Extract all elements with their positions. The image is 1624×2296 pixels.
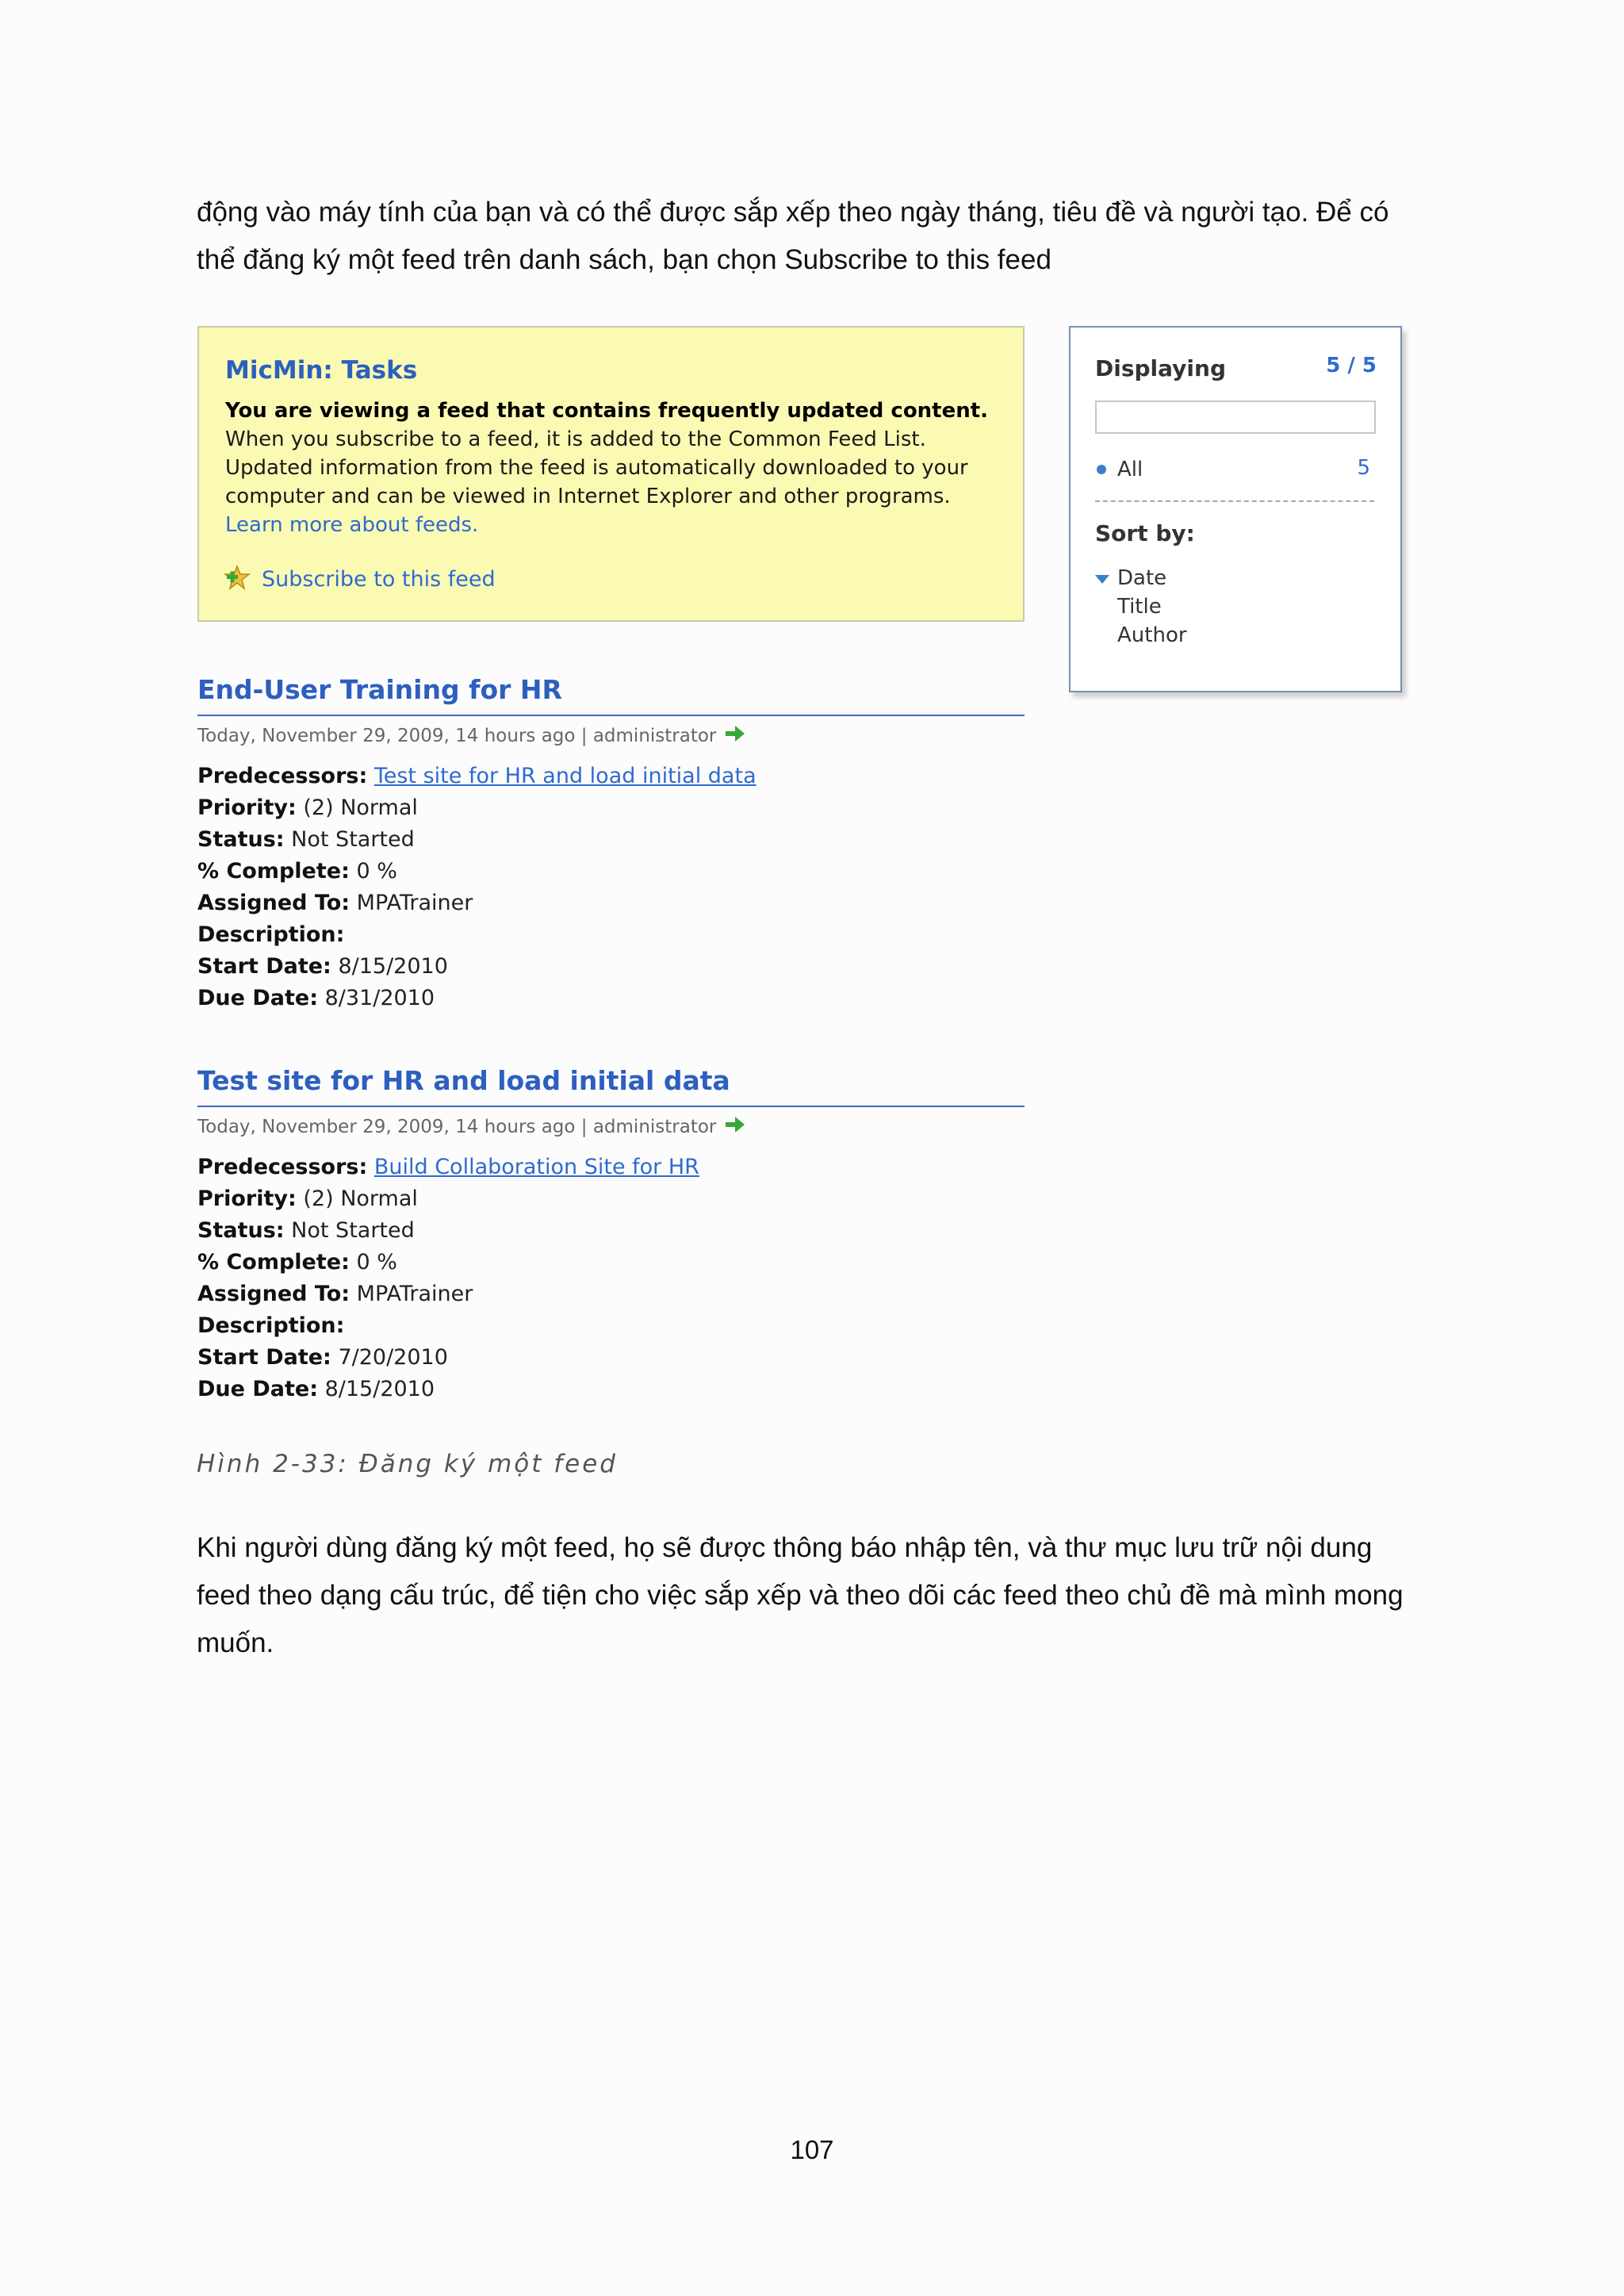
feed-item-title[interactable]: Test site for HR and load initial data [197, 1065, 730, 1096]
field-row [197, 919, 756, 951]
bullet-icon [1097, 465, 1106, 474]
arrow-right-icon[interactable] [724, 1114, 746, 1140]
figure-caption: Hình 2-33: Đăng ký một feed [197, 1450, 618, 1478]
field-row [197, 761, 756, 792]
field-row [197, 951, 756, 983]
field-label: Status: [197, 1218, 285, 1243]
outro-paragraph: Khi người dùng đăng ký một feed, họ sẽ được thông báo nhập tên, và thư mục lưu trữ nội dung feed theo dạng cấu trúc, để tiện cho việc sắp xếp và theo dõi các feed theo chủ đề mà mình mong muốn. [197, 1532, 1404, 1658]
field-label: Description: [197, 922, 345, 947]
intro-paragraph: động vào máy tính của bạn và có thể được sắp xếp theo ngày tháng, tiêu đề và người tạo. Để có thể đăng ký một feed trên danh sách, bạn chọn Subscribe to this feed [197, 197, 1389, 275]
predecessor-link[interactable]: Build Collaboration Site for HR [373, 1155, 699, 1179]
predecessor-link[interactable]: Test site for HR and load initial data [373, 764, 756, 788]
field-value: Not Started [291, 1218, 415, 1243]
item-divider [197, 715, 1025, 716]
sort-by-label: Sort by: [1095, 520, 1195, 546]
feed-item-fields [197, 1152, 699, 1405]
category-all-count: 5 [1357, 456, 1370, 480]
field-row [197, 1215, 699, 1247]
subscribe-feed-label: Subscribe to this feed [262, 566, 496, 592]
feed-notice-body: When you subscribe to a feed, it is added to the Common Feed List. Updated information from the feed is automatically downloaded to your computer and can be viewed in Internet Explorer and other programs. [225, 427, 968, 508]
field-label: Start Date: [197, 1345, 331, 1370]
field-label: Assigned To: [197, 1282, 350, 1306]
arrow-right-icon[interactable] [724, 723, 746, 749]
displaying-label: Displaying [1095, 355, 1227, 381]
field-label: Predecessors: [197, 1155, 368, 1179]
field-value: 0 % [356, 1250, 397, 1274]
field-row [197, 1247, 699, 1278]
field-row [197, 1278, 699, 1310]
feed-item-title[interactable]: End-User Training for HR [197, 674, 562, 705]
feed-item-meta [197, 1114, 746, 1140]
field-row [197, 1152, 699, 1183]
feed-item-meta-text: Today, November 29, 2009, 14 hours ago | administrator [197, 726, 717, 746]
field-label: Predecessors: [197, 764, 368, 788]
field-row [197, 1374, 699, 1405]
category-all[interactable]: All [1117, 458, 1143, 481]
field-row [197, 887, 756, 919]
sort-option-author[interactable]: Author [1117, 623, 1187, 647]
field-label: Start Date: [197, 954, 331, 979]
subscribe-feed-button[interactable] [224, 565, 496, 593]
feed-item-fields [197, 761, 756, 1014]
feed-item-meta-text: Today, November 29, 2009, 14 hours ago | administrator [197, 1117, 717, 1137]
field-label: % Complete: [197, 859, 350, 884]
field-value: MPATrainer [356, 891, 473, 915]
field-value: 8/31/2010 [324, 986, 435, 1010]
field-value: (2) Normal [303, 1186, 418, 1211]
feed-item-meta [197, 723, 746, 749]
feed-title: MicMin: Tasks [225, 356, 418, 385]
field-value: 8/15/2010 [324, 1377, 435, 1401]
field-value: (2) Normal [303, 795, 418, 820]
field-label: % Complete: [197, 1250, 350, 1274]
field-label: Priority: [197, 1186, 297, 1211]
sort-option-title[interactable]: Title [1117, 595, 1162, 619]
feed-notice-bold: You are viewing a feed that contains frequently updated content. [225, 399, 989, 423]
field-label: Status: [197, 827, 285, 852]
field-label: Due Date: [197, 986, 318, 1010]
field-row [197, 1183, 699, 1215]
sort-option-date[interactable]: Date [1117, 566, 1167, 590]
add-feed-star-icon [224, 564, 251, 594]
field-row [197, 824, 756, 856]
field-row [197, 983, 756, 1014]
sort-descending-icon [1095, 575, 1109, 584]
field-label: Assigned To: [197, 891, 350, 915]
field-label: Priority: [197, 795, 297, 820]
field-value: 8/15/2010 [338, 954, 448, 979]
learn-more-link[interactable]: Learn more about feeds. [225, 513, 479, 537]
field-label: Description: [197, 1313, 345, 1338]
feed-notice-text [225, 397, 1010, 539]
field-row [197, 856, 756, 887]
displaying-count: 5 / 5 [1326, 354, 1377, 378]
filter-input[interactable] [1095, 401, 1376, 434]
field-value: 7/20/2010 [338, 1345, 448, 1370]
field-row [197, 1310, 699, 1342]
field-value: Not Started [291, 827, 415, 852]
field-row [197, 1342, 699, 1374]
field-row [197, 792, 756, 824]
item-divider [197, 1106, 1025, 1107]
field-value: 0 % [356, 859, 397, 884]
divider [1095, 500, 1374, 502]
field-label: Due Date: [197, 1377, 318, 1401]
page-number: 107 [790, 2135, 834, 2164]
field-value: MPATrainer [356, 1282, 473, 1306]
